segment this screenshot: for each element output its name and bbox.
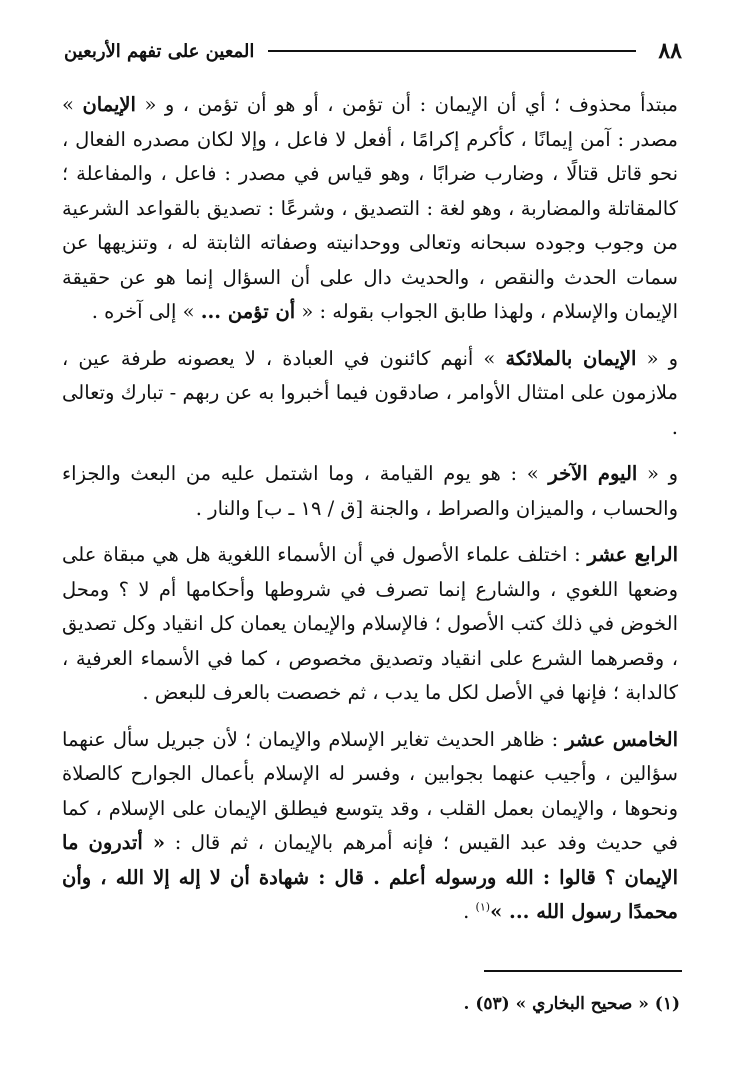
term-iman-angels: الإيمان بالملائكة (505, 346, 637, 370)
text-run: » : هو يوم القيامة ، وما اشتمل عليه من البعث والجزاء والحساب ، والميزان والصراط ، والجنة [ق / ١٩ ـ ب] والنار . (62, 462, 678, 520)
text-run: مبتدأ محذوف ؛ أي أن الإيمان : أن تؤمن ، أو هو أن تؤمن ، و « (135, 93, 678, 116)
heading-fourteenth: الرابع عشر (587, 543, 678, 566)
text-run: . (463, 900, 476, 923)
paragraph-fifteenth (62, 723, 678, 930)
term-iman: الإيمان (82, 93, 136, 116)
paragraph-fourteenth (62, 538, 678, 711)
footnote-marker[interactable]: (١) (475, 900, 491, 914)
term-last-day: اليوم الآخر (548, 462, 638, 485)
page-header (64, 38, 682, 64)
heading-fifteenth: الخامس عشر (565, 727, 678, 751)
page-body (62, 88, 678, 942)
text-run: » إلى آخره . (91, 300, 201, 323)
hadith-quote: « أتدرون ما الإيمان ؟ قالوا : الله ورسوله أعلم . قال : شهادة أن لا إله إلا الله ، وأن محمدًا رسول الله ... » (62, 831, 678, 923)
text-run: » مصدر : آمن إيمانًا ، كأكرم إكرامًا ، أفعل لا فاعل ، وإلا لكان مصدره الفعال ، نحو قاتل قتالًا ، وضارب ضرابًا ، وهو قياس في مصدر : فاعل ، والمفاعلة ؛ كالمقاتلة والمضاربة ، وهو لغة : التصديق ، وشرعًا : تصديق بالقواعد الشرعية من وجوب وجوده سبحانه وتعالى ووحدانيته وصفاته الثابتة له ، وتنزيهها عن سمات الحدث والنقص ، والحديث دال على أن السؤال إنما هو عن حقيقة الإيمان والإسلام ، ولهذا طابق الجواب بقوله : « (62, 93, 678, 323)
paragraph-last-day (62, 457, 678, 526)
text-run: : اختلف علماء الأصول في أن الأسماء اللغوية هل هي مبقاة على وضعها اللغوي ، والشارع إنما تصرف في شروطها وأحكامها أم لا ؟ ومحل الخوض في ذلك كتب الأصول ؛ فالإسلام والإيمان يعمان كل انقياد وكل تصديق ، وقصرهما الشرع على انقياد وتصديق مخصوص ، كما في الأسماء العرفية ، كالدابة ؛ فإنها في الأصل لكل ما يدب ، ثم خصصت بالعرف للبعض . (62, 543, 678, 704)
paragraph-iman-definition (62, 88, 678, 330)
header-rule (268, 50, 636, 52)
footnote: (١) « صحيح البخاري » (٥٣) . (463, 994, 680, 1014)
text-run: و « (636, 346, 678, 370)
text-run: » أنهم كائنون في العبادة ، لا يعصونه طرفة عين ، ملازمون على امتثال الأوامر ، صادقون فيما أخبروا به عن ربهم - تبارك وتعالى . (62, 346, 678, 439)
footnote-rule (484, 970, 682, 972)
paragraph-angels (62, 342, 678, 446)
running-title: المعين على تفهم الأربعين (64, 40, 255, 62)
text-run: و « (637, 462, 678, 485)
page-number: ٨٨ (658, 38, 682, 64)
text-run: : ظاهر الحديث تغاير الإسلام والإيمان ؛ لأن جبريل سأل عنهما سؤالين ، وأجيب عنهما بجوابين ، وفسر له الإسلام بأعمال الجوارح كالصلاة ونحوها ، والإيمان بعمل القلب ، وقد يتوسع فيطلق الإيمان على الإسلام ، كما في حديث وفد عبد القيس ؛ فإنه أمرهم بالإيمان ، ثم قال : (62, 727, 678, 854)
quote-an-tumin: أن تؤمن ... (200, 300, 296, 323)
